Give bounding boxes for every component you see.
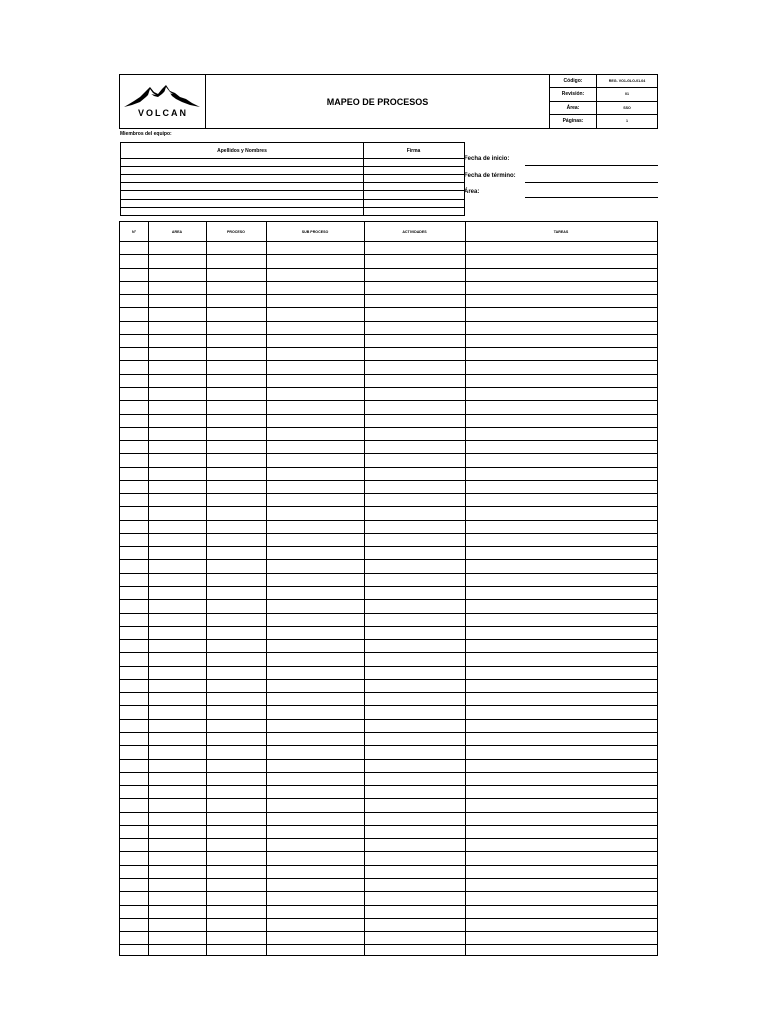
grid-row-line bbox=[120, 679, 657, 680]
grid-row-line bbox=[120, 905, 657, 906]
grid-row-line bbox=[120, 400, 657, 401]
members-row-line bbox=[121, 190, 464, 191]
meta-label: Páginas: bbox=[550, 115, 597, 128]
meta-label: Código: bbox=[550, 75, 597, 87]
column-header-process: PROCESO bbox=[227, 229, 245, 234]
members-col-names: Apellidos y Nombres bbox=[217, 147, 267, 154]
grid-row-line bbox=[120, 387, 657, 388]
area-field[interactable] bbox=[525, 197, 658, 198]
grid-column-line bbox=[364, 222, 365, 955]
grid-row-line bbox=[120, 467, 657, 468]
grid-row-line bbox=[120, 825, 657, 826]
meta-row-pages bbox=[550, 115, 657, 128]
grid-row-line bbox=[120, 745, 657, 746]
grid-row-line bbox=[120, 944, 657, 945]
grid-row-line bbox=[120, 374, 657, 375]
grid-row-line bbox=[120, 321, 657, 322]
grid-row-line bbox=[120, 254, 657, 255]
grid-column-line bbox=[266, 222, 267, 955]
grid-row-line bbox=[120, 785, 657, 786]
meta-value: 01 bbox=[625, 92, 629, 97]
column-header-activities: ACTIVIDADES bbox=[402, 229, 427, 234]
grid-row-line bbox=[120, 360, 657, 361]
grid-row-line bbox=[120, 573, 657, 574]
members-divider bbox=[363, 143, 364, 215]
grid-row-line bbox=[120, 705, 657, 706]
grid-row-line bbox=[120, 626, 657, 627]
meta-value: 1 bbox=[626, 119, 628, 124]
start-date-label: Fecha de inicio: bbox=[464, 156, 510, 162]
grid-row-line bbox=[120, 307, 657, 308]
meta-label: Área: bbox=[550, 102, 597, 114]
grid-row-line bbox=[120, 719, 657, 720]
members-table bbox=[120, 142, 465, 216]
grid-row-line bbox=[120, 772, 657, 773]
members-row-line bbox=[121, 182, 464, 183]
company-name: VOLCAN bbox=[138, 108, 188, 118]
column-header-subprocess: SUB PROCESO bbox=[301, 229, 329, 234]
grid-row-line bbox=[120, 533, 657, 534]
meta-value: REG- VO1-GLO-01-04 bbox=[608, 79, 646, 84]
grid-row-line bbox=[120, 586, 657, 587]
grid-row-line bbox=[120, 599, 657, 600]
document-title: MAPEO DE PROCESOS bbox=[206, 75, 550, 128]
process-grid bbox=[119, 221, 658, 956]
document-header bbox=[119, 74, 658, 129]
members-row-line bbox=[121, 199, 464, 200]
grid-column-line bbox=[465, 222, 466, 955]
grid-row-line bbox=[120, 759, 657, 760]
grid-row-line bbox=[120, 851, 657, 852]
document-meta bbox=[550, 75, 657, 128]
grid-row-line bbox=[120, 865, 657, 866]
end-date-label: Fecha de término: bbox=[464, 173, 516, 179]
grid-row-line bbox=[120, 559, 657, 560]
grid-row-line bbox=[120, 652, 657, 653]
members-row-line bbox=[121, 166, 464, 167]
grid-row-line bbox=[120, 281, 657, 282]
grid-row-line bbox=[120, 268, 657, 269]
grid-row-line bbox=[120, 520, 657, 521]
grid-row-line bbox=[120, 334, 657, 335]
grid-row-line bbox=[120, 639, 657, 640]
end-date-field[interactable] bbox=[525, 182, 658, 183]
members-row-line bbox=[121, 158, 464, 159]
column-header-area: AREA bbox=[171, 229, 183, 234]
grid-column-line bbox=[206, 222, 207, 955]
team-label: Miembros del equipo: bbox=[120, 131, 172, 137]
members-col-signature: Firma bbox=[406, 147, 421, 154]
members-row-line bbox=[121, 174, 464, 175]
grid-row-line bbox=[120, 838, 657, 839]
grid-column-line bbox=[148, 222, 149, 955]
grid-row-line bbox=[120, 546, 657, 547]
grid-row-line bbox=[120, 414, 657, 415]
grid-row-line bbox=[120, 798, 657, 799]
grid-row-line bbox=[120, 427, 657, 428]
grid-row-line bbox=[120, 506, 657, 507]
meta-row-code bbox=[550, 75, 657, 88]
grid-row-line bbox=[120, 613, 657, 614]
grid-row-line bbox=[120, 878, 657, 879]
grid-row-line bbox=[120, 666, 657, 667]
grid-row-line bbox=[120, 931, 657, 932]
grid-row-line bbox=[120, 812, 657, 813]
start-date-field[interactable] bbox=[525, 165, 658, 166]
company-logo bbox=[120, 75, 206, 128]
column-header-tasks: TAREAS bbox=[553, 229, 569, 234]
area-label: Área: bbox=[464, 189, 480, 195]
meta-row-revision bbox=[550, 88, 657, 101]
meta-row-area bbox=[550, 102, 657, 115]
grid-row-line bbox=[120, 918, 657, 919]
grid-row-line bbox=[120, 732, 657, 733]
grid-row-line bbox=[120, 692, 657, 693]
grid-row-line bbox=[120, 347, 657, 348]
grid-row-line bbox=[120, 453, 657, 454]
grid-row-line bbox=[120, 480, 657, 481]
meta-label: Revisión: bbox=[550, 88, 597, 100]
grid-row-line bbox=[120, 440, 657, 441]
mountain-logo-icon bbox=[120, 75, 206, 128]
grid-row-line bbox=[120, 241, 657, 242]
meta-value: SSO bbox=[623, 105, 631, 110]
grid-row-line bbox=[120, 891, 657, 892]
grid-row-line bbox=[120, 294, 657, 295]
members-row-line bbox=[121, 207, 464, 208]
column-header-number: N° bbox=[131, 229, 137, 234]
grid-row-line bbox=[120, 493, 657, 494]
